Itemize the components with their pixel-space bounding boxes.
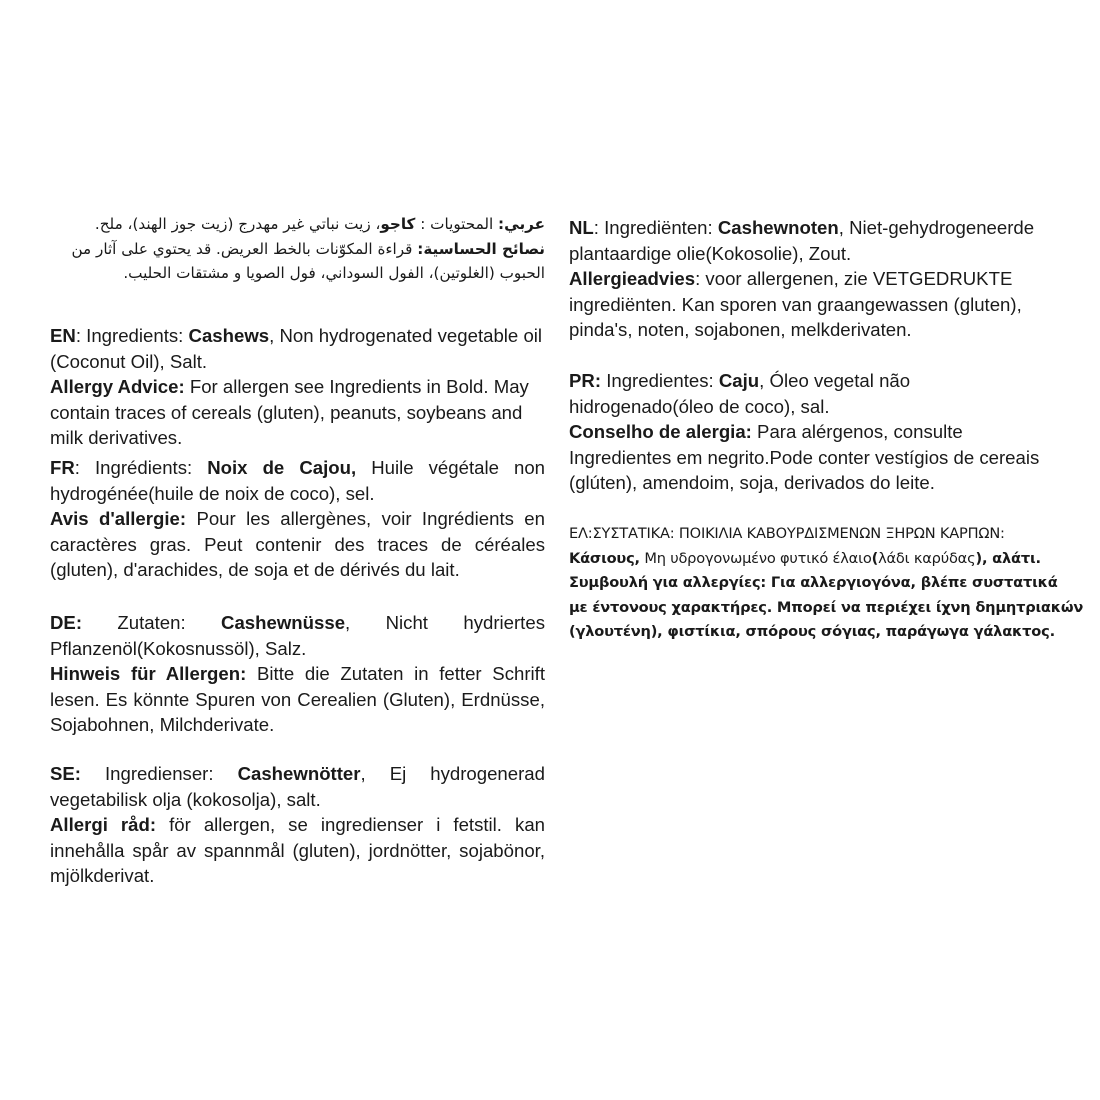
pr-allergy-advice: Conselho de alergia: Para alérgenos, consulte Ingredientes em negrito.Pode conter vestígios de cereais (glúten), amendoim, soja, derivados do leite. xyxy=(569,421,1040,493)
se-allergy-advice: Allergi råd: för allergen, se ingredienser i fetstil. kan innehålla spår av spannmål (gluten), jordnötter, sojabönor, mjölkderivat. xyxy=(50,814,545,886)
fr-allergy-advice: Avis d'allergie: Pour les allergènes, voir Ingrédients en caractères gras. Peut contenir des traces de céréales (gluten), d'arachides, de soja et de dérivés du lait. xyxy=(50,508,545,580)
gr-allergy-advice-line2: με έντονους χαρακτήρες. Μπορεί να περιέχει ίχνη δημητριακών xyxy=(569,598,1084,616)
se-label-section xyxy=(50,761,545,889)
se-ingredients: SE: Ingredienser: Cashewnötter, Ej hydrogenerad vegetabilisk olja (kokosolja), salt. xyxy=(50,763,545,810)
arabic-allergy-advice: نصائح الحساسية: قراءة المكوّنات بالخط العريض. قد يحتوي على آثار من الحبوب (الغلوتين)، الفول السوداني، فول الصويا و مشتقات الحليب. xyxy=(71,239,545,282)
arabic-label-section xyxy=(50,212,545,286)
pr-label-section xyxy=(569,368,1052,496)
gr-ingredients-heading: ΕΛ:ΣΥΣΤΑΤΙΚΑ: ΠΟΙΚΙΛΙΑ ΚΑΒΟΥΡΔΙΣΜΕΝΩΝ ΞΗΡΩΝ ΚΑΡΠΩΝ: xyxy=(569,525,1005,542)
fr-ingredients: FR: Ingrédients: Noix de Cajou, Huile végétale non hydrogénée(huile de noix de coco), sel. xyxy=(50,457,545,504)
arabic-ingredients-line: عربي: المحتويات : كاجو، زيت نباتي غير مهدرج (زيت جوز الهند)، ملح. xyxy=(94,215,545,233)
gr-label-section xyxy=(569,522,1084,645)
nl-ingredients: NL: Ingrediënten: Cashewnoten, Niet-gehydrogeneerde plantaardige olie(Kokosolie), Zout. xyxy=(569,217,1035,264)
en-ingredients: EN: Ingredients: Cashews, Non hydrogenated vegetable oil (Coconut Oil), Salt. xyxy=(50,325,543,372)
de-label-section xyxy=(50,610,545,738)
en-label-section xyxy=(50,323,545,451)
en-allergy-advice: Allergy Advice: For allergen see Ingredients in Bold. May contain traces of cereals (gluten), peanuts, soybeans and milk derivatives. xyxy=(50,376,529,448)
gr-allergy-advice-line1: Συμβουλή για αλλεργίες: Για αλλεργιογόνα, βλέπε συστατικά xyxy=(569,574,1058,592)
gr-ingredients: Κάσιους, Μη υδρογονωμένο φυτικό έλαιο(λάδι καρύδας), αλάτι. xyxy=(569,549,1041,567)
nl-allergy-advice: Allergieadvies: voor allergenen, zie VETGEDRUKTE ingrediënten. Kan sporen van graangewassen (gluten), pinda's, noten, sojabonen, melkderivaten. xyxy=(569,268,1022,340)
nl-label-section xyxy=(569,215,1052,343)
de-ingredients: DE: Zutaten: Cashewnüsse, Nicht hydriertes Pflanzenöl(Kokosnussöl), Salz. xyxy=(50,612,545,659)
pr-ingredients: PR: Ingredientes: Caju, Óleo vegetal não hidrogenado(óleo de coco), sal. xyxy=(569,370,911,417)
de-allergy-advice: Hinweis für Allergen: Bitte die Zutaten in fetter Schrift lesen. Es könnte Spuren von Cerealien (Gluten), Erdnüsse, Sojabohnen, Milchderivate. xyxy=(50,663,546,735)
gr-allergy-advice-line3: (γλουτένη), φιστίκια, σπόρους σόγιας, παράγωγα γάλακτος. xyxy=(569,623,1055,641)
fr-label-section xyxy=(50,455,545,583)
